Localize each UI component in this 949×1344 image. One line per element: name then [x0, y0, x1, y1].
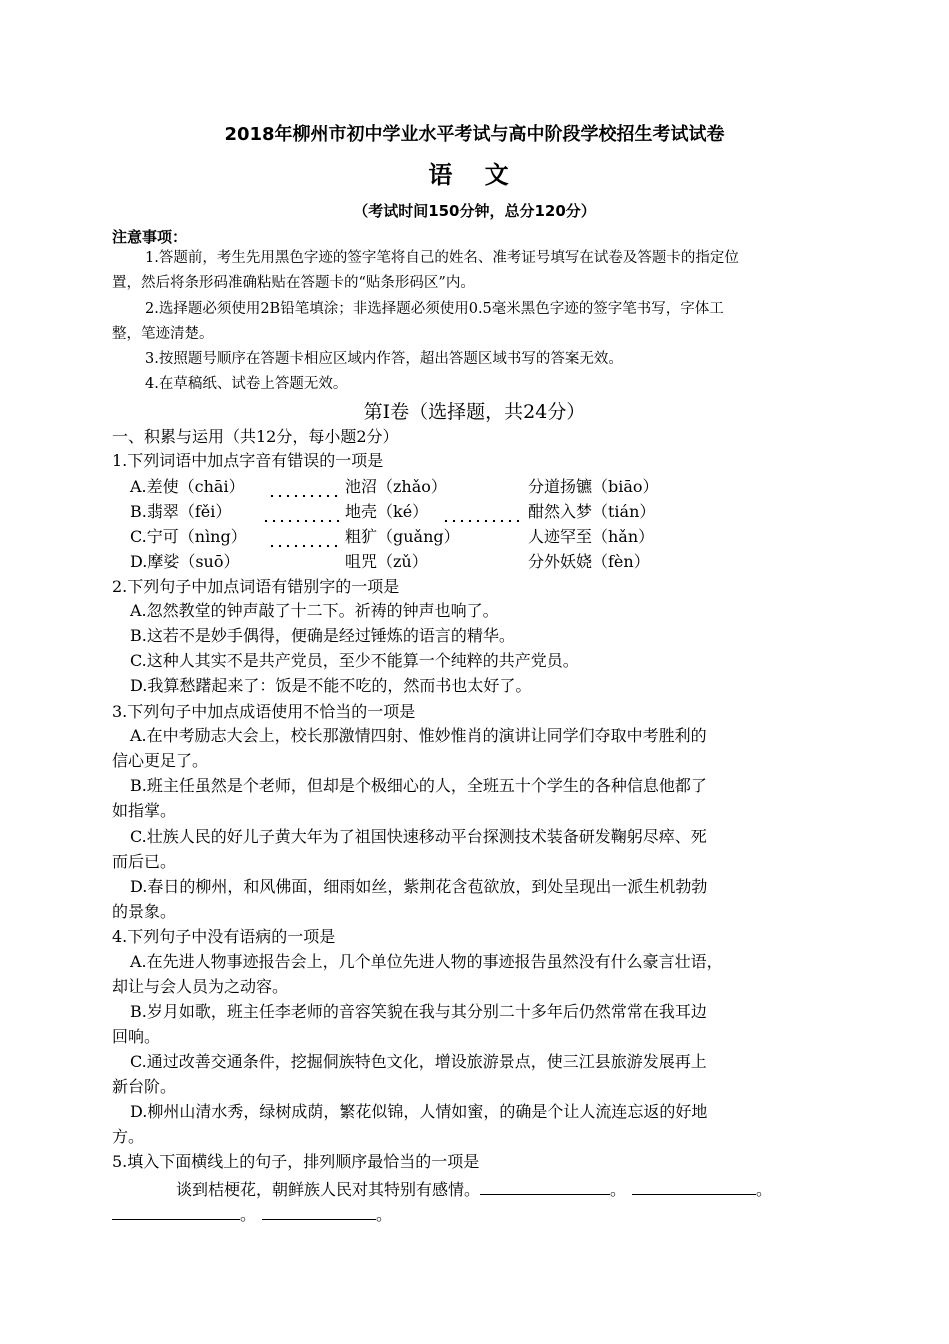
answer-blank-4[interactable] [262, 1205, 376, 1220]
note-4: 4.在草稿纸、试卷上答题无效。 [145, 376, 348, 392]
q4-option-b-line2: 回响。 [112, 1027, 161, 1046]
q1-option-b-word1: B.翡翠（fěi） [130, 502, 232, 521]
note-2-line1: 2.选择题必须使用2B铅笔填涂；非选择题必须使用0.5毫米黑色字迹的签字笔书写，字体工 [145, 301, 724, 317]
exam-info: （考试时间150分钟，总分120分） [353, 202, 596, 220]
period: 。 [240, 1205, 257, 1224]
answer-blank-1[interactable] [480, 1180, 610, 1195]
answer-blank-2[interactable] [632, 1180, 756, 1195]
emphasis-dots [442, 519, 522, 523]
q1-option-a-word2: 池沼（zhǎo） [345, 477, 447, 496]
q3-option-d-line2: 的景象。 [112, 902, 177, 921]
q2-option-b: B.这若不是妙手偶得，便确是经过锤炼的语言的精华。 [130, 626, 515, 645]
q3-option-a-line1: A.在中考励志大会上，校长那激情四射、惟妙惟肖的演讲让同学们夺取中考胜利的 [130, 726, 707, 745]
question-5-stem: 5.填入下面横线上的句子，排列顺序最恰当的一项是 [112, 1152, 480, 1171]
q4-option-d-line1: D.柳州山清水秀，绿树成荫，繁花似锦，人情如蜜，的确是个让人流连忘返的好地 [130, 1102, 708, 1121]
q4-option-a-line1: A.在先进人物事迹报告会上，几个单位先进人物的事迹报告虽然没有什么豪言壮语， [130, 952, 723, 971]
q2-option-a: A.忽然教堂的钟声敲了十二下。祈祷的钟声也响了。 [130, 601, 499, 620]
q1-option-c-word3: 人迹罕至（hǎn） [528, 527, 655, 546]
notes-heading: 注意事项： [112, 228, 188, 246]
q3-option-c-line1: C.壮族人民的好儿子黄大年为了祖国快速移动平台探测技术装备研发鞠躬尽瘁、死 [130, 827, 707, 846]
period: 。 [610, 1180, 627, 1199]
q2-option-c: C.这种人其实不是共产党员，至少不能算一个纯粹的共产党员。 [130, 651, 579, 670]
q3-option-d-line1: D.春日的柳州，和风佛面，细雨如丝，紫荆花含苞欲放，到处呈现出一派生机勃勃 [130, 877, 708, 896]
note-3: 3.按照题号顺序在答题卡相应区域内作答，超出答题区域书写的答案无效。 [145, 351, 623, 367]
question-2-stem: 2.下列句子中加点词语有错别字的一项是 [112, 577, 400, 596]
period: 。 [376, 1205, 393, 1224]
question-1-stem: 1.下列词语中加点字音有错误的一项是 [112, 451, 384, 470]
q4-option-b-line1: B.岁月如歌，班主任李老师的音容笑貌在我与其分别二十多年后仍然常常在我耳边 [130, 1002, 707, 1021]
note-2-line2: 整，笔迹清楚。 [112, 326, 214, 342]
q1-option-d-word2: 咀咒（zǔ） [345, 552, 428, 571]
q4-option-a-line2: 却让与会人员为之动容。 [112, 977, 289, 996]
q5-passage-line1 [176, 1177, 772, 1202]
q4-option-c-line2: 新台阶。 [112, 1077, 177, 1096]
answer-blank-3[interactable] [112, 1205, 240, 1220]
subject-title: 语 文 [428, 160, 521, 189]
q3-option-c-line2: 而后已。 [112, 852, 177, 871]
note-1-line2: 置，然后将条形码准确粘贴在答题卡的“贴条形码区”内。 [112, 275, 475, 291]
q1-option-d-word3: 分外妖娆（fèn） [528, 552, 650, 571]
question-4-stem: 4.下列句子中没有语病的一项是 [112, 927, 336, 946]
q1-option-d-word1: D.摩娑（suō） [130, 552, 240, 571]
section-heading: 一、积累与运用（共12分，每小题2分） [112, 427, 399, 446]
part-title: 第Ⅰ卷（选择题，共24分） [363, 401, 586, 423]
q1-option-b-word3: 酣然入梦（tián） [528, 502, 656, 521]
q1-option-a-word1: A.差使（chāi） [130, 477, 245, 496]
q5-passage-line2 [112, 1202, 392, 1227]
q4-option-c-line1: C.通过改善交通条件，挖掘侗族特色文化，增设旅游景点，使三江县旅游发展再上 [130, 1052, 707, 1071]
period: 。 [756, 1180, 773, 1199]
q1-option-c-word1: C.宁可（nìng） [130, 527, 247, 546]
exam-title: 2018年柳州市初中学业水平考试与高中阶段学校招生考试试卷 [224, 124, 725, 145]
q1-option-a-word3: 分道扬镳（biāo） [528, 477, 659, 496]
emphasis-dots [262, 519, 342, 523]
q1-option-c-word2: 粗犷（guǎng） [345, 527, 460, 546]
q3-option-a-line2: 信心更足了。 [112, 751, 209, 770]
q3-option-b-line2: 如指掌。 [112, 801, 177, 820]
q3-option-b-line1: B.班主任虽然是个老师，但却是个极细心的人，全班五十个学生的各种信息他都了 [130, 776, 707, 795]
emphasis-dots [268, 544, 340, 548]
q2-option-d: D.我算愁躇起来了：饭是不能不吃的，然而书也太好了。 [130, 676, 532, 695]
emphasis-dots [268, 494, 340, 498]
note-1-line1: 1.答题前，考生先用黑色字迹的签字笔将自己的姓名、准考证号填写在试卷及答题卡的指定位 [145, 250, 739, 266]
q5-passage-text: 谈到桔梗花，朝鲜族人民对其特别有感情。 [176, 1180, 481, 1199]
q1-option-b-word2: 地壳（ké） [345, 502, 429, 521]
question-3-stem: 3.下列句子中加点成语使用不恰当的一项是 [112, 702, 416, 721]
q4-option-d-line2: 方。 [112, 1127, 145, 1146]
